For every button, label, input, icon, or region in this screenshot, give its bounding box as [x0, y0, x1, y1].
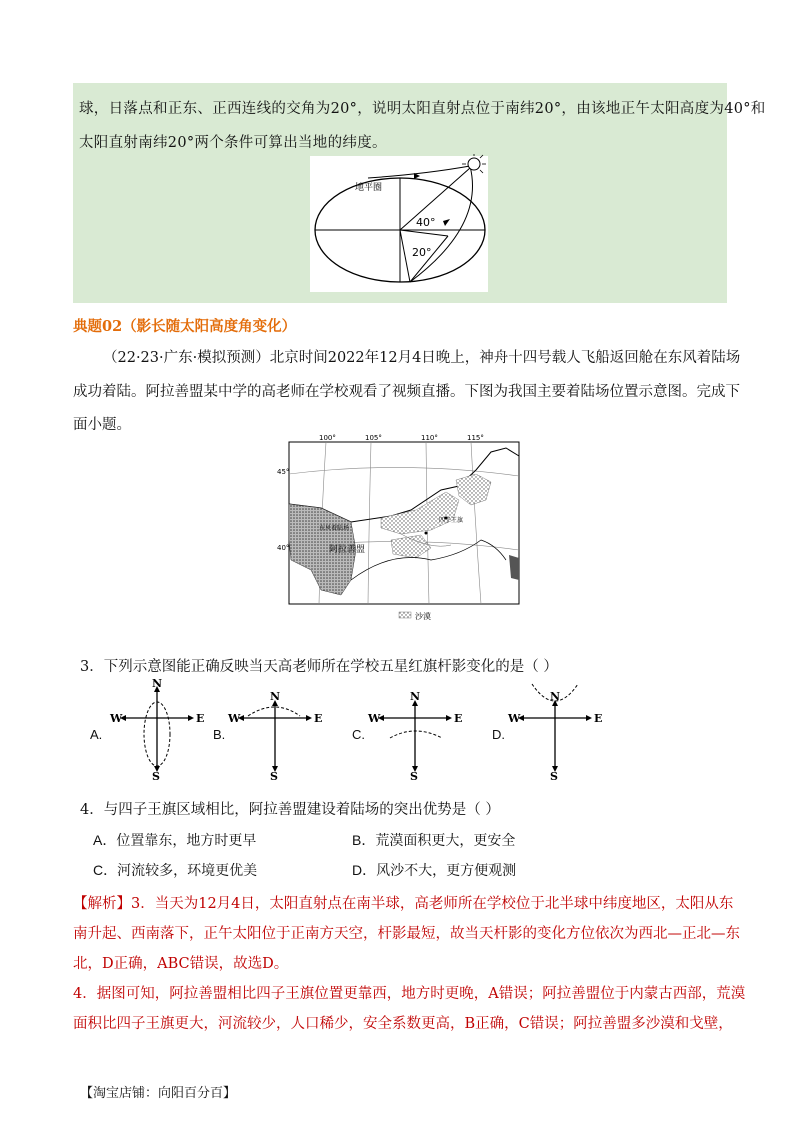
siziwangqi-label: 四子王旗: [439, 517, 464, 524]
north-label: N: [410, 690, 421, 703]
option-c-diagram: [368, 680, 463, 783]
west-label: W: [228, 712, 241, 725]
option-a-label: A.: [90, 727, 103, 742]
q4-option-c: C．河流较多，环境更优美: [93, 862, 258, 878]
south-label: S: [550, 770, 558, 783]
landing-site-map: [277, 430, 521, 622]
lon-label-115: 115°: [467, 434, 484, 442]
option-b-label: B.: [213, 727, 226, 742]
question-3: 3．下列示意图能正确反映当天高老师所在学校五星红旗杆影变化的是（ ）: [80, 659, 558, 675]
west-label: W: [508, 712, 521, 725]
sun-path-figure: [310, 156, 488, 292]
analysis-line-1: [73, 892, 733, 913]
option-d-diagram: [508, 680, 603, 783]
legend-label: 沙漠: [415, 612, 431, 621]
q4-option-b: B．荒漠面积更大，更安全: [352, 832, 516, 848]
dongfeng-label: 东风着陆场: [319, 525, 350, 532]
north-label: N: [152, 677, 163, 690]
alashan-label: 阿拉善盟: [329, 545, 366, 555]
horizon-label: 地平圈: [355, 183, 383, 193]
explanation-line-2: 太阳直射南纬20°两个条件可算出当地的纬度。: [79, 135, 387, 151]
analysis-text-1: 3．当天为12月4日，太阳直射点在南半球，高老师所在学校位于北半球中纬度地区，太阳从东: [131, 896, 734, 912]
intro-line-3: 面小题。: [73, 417, 131, 433]
analysis-line-5: 面积比四子王旗更大，河流较少，人口稀少，安全系数更高，B正确，C错误；阿拉善盟多沙漠和戈壁，: [73, 1016, 733, 1032]
option-b-diagram: [228, 680, 323, 783]
lon-label-110: 110°: [421, 434, 438, 442]
q4-option-d: D．风沙不大，更方便观测: [352, 862, 517, 878]
east-label: E: [314, 712, 323, 725]
legend-swatch: [399, 612, 411, 618]
angle-20-label: 20°: [412, 246, 432, 259]
question-4: 4．与四子王旗区域相比，阿拉善盟建设着陆场的突出优势是（ ）: [80, 802, 500, 818]
landing-site-map-svg: [277, 430, 521, 622]
intro-line-1: （22·23·广东·模拟预测）北京时间2022年12月4日晚上，神舟十四号载人飞船返回舱在东风着陆场: [103, 350, 741, 366]
east-label: E: [454, 712, 463, 725]
q4-option-a: A．位置靠东，地方时更早: [93, 832, 257, 848]
analysis-line-3: 北，D正确，ABC错误，故选D。: [73, 956, 289, 972]
north-label: N: [270, 690, 281, 703]
west-label: W: [368, 712, 381, 725]
south-label: S: [270, 770, 278, 783]
lat-label-40: 40°: [277, 544, 290, 552]
lon-label-105: 105°: [365, 434, 382, 442]
east-label: E: [196, 712, 205, 725]
north-label: N: [550, 690, 561, 703]
east-label: E: [594, 712, 603, 725]
option-a-diagram: [110, 677, 205, 783]
west-label: W: [110, 712, 123, 725]
lat-label-45: 45°: [277, 468, 290, 476]
angle-40-label: 40°: [416, 216, 436, 229]
south-label: S: [152, 770, 160, 783]
analysis-line-2: 南升起、西南落下，正午太阳位于正南方天空，杆影最短，故当天杆影的变化方位依次为西北—正北—东: [73, 926, 740, 942]
sun-path-diagram: [310, 156, 488, 292]
intro-line-2: 成功着陆。阿拉善盟某中学的高老师在学校观看了视频直播。下图为我国主要着陆场位置示意图。完成下: [73, 384, 740, 400]
lon-label-100: 100°: [319, 434, 336, 442]
shop-footer: 【淘宝店铺：向阳百分百】: [80, 1086, 237, 1101]
south-label: S: [410, 770, 418, 783]
option-c-label: C.: [352, 727, 365, 742]
option-d-label: D.: [492, 727, 505, 742]
explanation-line-1: 球，日落点和正东、正西连线的交角为20°，说明太阳直射点位于南纬20°，由该地正午太阳高度为40°和: [79, 101, 766, 117]
analysis-label: 【解析】: [73, 896, 131, 912]
analysis-line-4: 4．据图可知，阿拉善盟相比四子王旗位置更靠西，地方时更晚，A错误；阿拉善盟位于内蒙古西部，荒漠: [73, 986, 746, 1002]
example-heading: 典题02（影长随太阳高度角变化）: [73, 318, 297, 335]
